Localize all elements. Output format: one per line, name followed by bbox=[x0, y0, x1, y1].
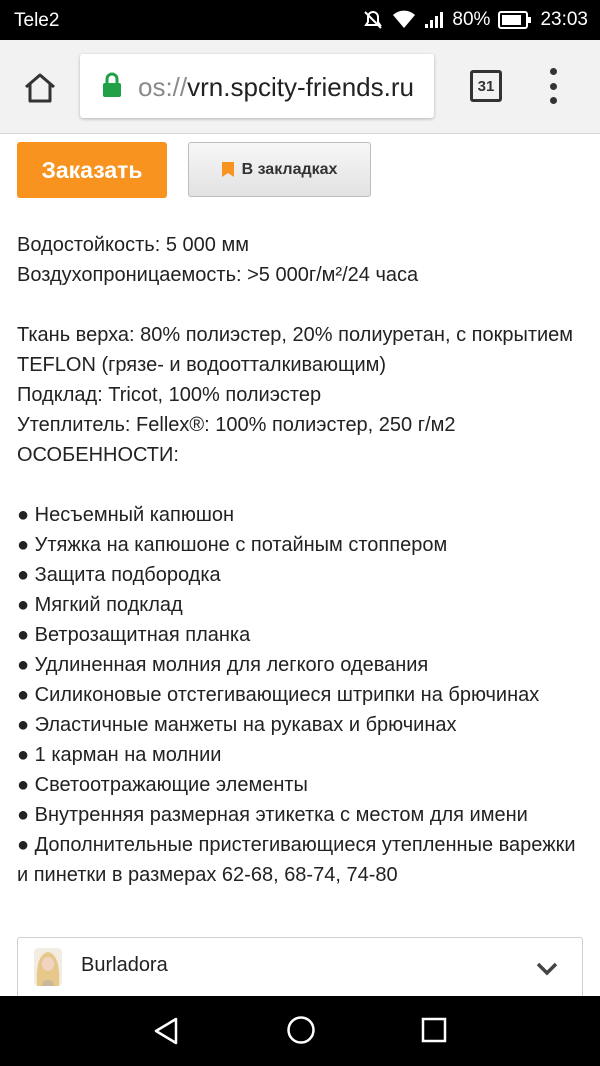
feature-item: ● Ветрозащитная планка bbox=[17, 624, 251, 646]
more-menu-icon[interactable] bbox=[540, 68, 566, 104]
lock-icon bbox=[102, 72, 122, 98]
seller-card[interactable] bbox=[17, 937, 583, 996]
feature-item: ● Эластичные манжеты на рукавах и брючинах bbox=[17, 714, 457, 736]
url-text bbox=[138, 72, 428, 102]
clock: 23:03 bbox=[540, 9, 588, 30]
battery-percent: 80% bbox=[452, 9, 491, 30]
url-host: vrn.spcity-friends.ru bbox=[187, 72, 414, 102]
status-bar bbox=[0, 0, 600, 40]
feature-item: ● Удлиненная молния для легкого одевания bbox=[17, 654, 429, 676]
description-spacer bbox=[17, 470, 592, 500]
url-bar[interactable] bbox=[80, 54, 434, 118]
feature-item: ● 1 карман на молнии bbox=[17, 744, 222, 766]
seller-avatar bbox=[34, 948, 62, 986]
mute-icon bbox=[362, 9, 384, 31]
feature-item: ● Мягкий подклад bbox=[17, 594, 183, 616]
feature-item: ● Защита подбородка bbox=[17, 564, 221, 586]
feature-item: ● Светоотражающие элементы bbox=[17, 774, 308, 796]
status-icons bbox=[362, 6, 588, 34]
signal-icon bbox=[424, 11, 444, 29]
description-line: Подклад: Tricot, 100% полиэстер bbox=[17, 384, 322, 406]
description-line: ОСОБЕННОСТИ: bbox=[17, 444, 179, 466]
order-button[interactable]: Заказать bbox=[17, 142, 167, 198]
home-circle-icon[interactable] bbox=[286, 1015, 316, 1045]
description-line: Ткань верха: 80% полиэстер, 20% полиуретан, с покрытием TEFLON (грязе- и водоотталкивающим) bbox=[17, 324, 574, 376]
tabs-count: 31 bbox=[477, 77, 495, 95]
navigation-bar bbox=[0, 996, 600, 1066]
product-description bbox=[17, 230, 592, 890]
home-icon bbox=[23, 72, 57, 104]
bookmark-label: В закладках bbox=[241, 160, 338, 178]
wifi-icon bbox=[392, 10, 416, 30]
feature-item: ● Внутренняя размерная этикетка с местом для имени bbox=[17, 804, 528, 826]
recent-apps-icon[interactable] bbox=[421, 1017, 447, 1043]
description-spacer bbox=[17, 290, 592, 320]
feature-item: ● Утяжка на капюшоне с потайным стоппером bbox=[17, 534, 448, 556]
description-line: Утеплитель: Fellex®: 100% полиэстер, 250 г/м2 bbox=[17, 414, 456, 436]
description-line: Водостойкость: 5 000 мм bbox=[17, 234, 249, 256]
battery-icon bbox=[498, 11, 532, 29]
tabs-button[interactable] bbox=[470, 70, 502, 102]
feature-item: ● Силиконовые отстегивающиеся штрипки на брючинах bbox=[17, 684, 540, 706]
feature-item: ● Несъемный капюшон bbox=[17, 504, 235, 526]
chevron-down-icon[interactable] bbox=[536, 962, 558, 976]
feature-item: ● Дополнительные пристегивающиеся утепленные варежки и пинетки в размерах 62-68, 68-74, 74-80 bbox=[17, 834, 576, 886]
seller-name: Burladora bbox=[81, 954, 168, 976]
url-scheme: os:// bbox=[138, 72, 188, 102]
page-content bbox=[0, 134, 600, 996]
carrier-name: Tele2 bbox=[14, 10, 60, 31]
description-line: Воздухопроницаемость: >5 000г/м²/24 часа bbox=[17, 264, 419, 286]
home-button[interactable] bbox=[18, 66, 62, 110]
bookmark-button[interactable] bbox=[188, 142, 371, 197]
back-icon[interactable] bbox=[152, 1016, 180, 1046]
bookmark-icon bbox=[222, 162, 234, 177]
browser-toolbar bbox=[0, 40, 600, 134]
